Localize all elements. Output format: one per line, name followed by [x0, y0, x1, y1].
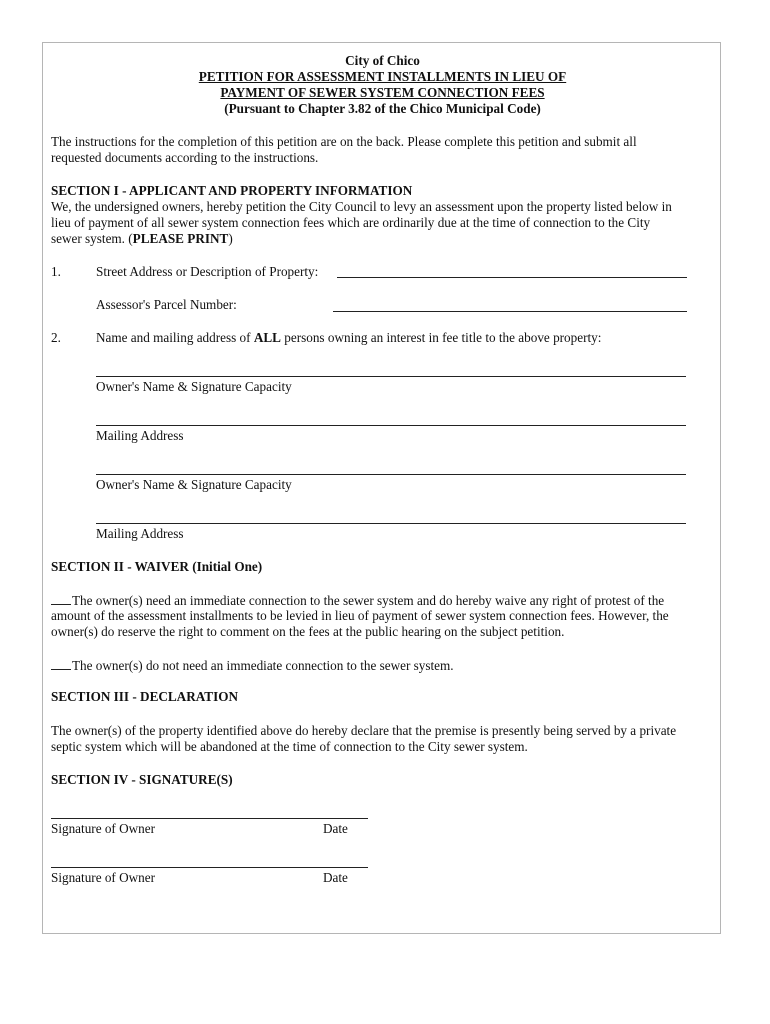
owners-all-text: ALL [253, 330, 281, 345]
owner-2-address-field[interactable] [96, 523, 686, 524]
waiver-option-1-line-2: amount of the assessment installments to be levied in lieu of payment of sewer system connection fees. However, the [51, 608, 669, 623]
signature-2-field[interactable] [51, 867, 368, 868]
parcel-number-label: Assessor's Parcel Number: [96, 297, 237, 312]
intro-line-1: The instructions for the completion of this petition are on the back. Please complete this petition and submit all [51, 134, 637, 149]
owners-instruction [96, 330, 601, 346]
section-1-para-line-2: lieu of payment of all sewer system connection fees which are ordinarily due at the time of connection to the City [51, 215, 651, 230]
signature-2-label: Signature of Owner [51, 870, 156, 885]
signature-1-field[interactable] [51, 818, 368, 819]
section-1-para-line-3 [51, 231, 233, 247]
signature-1-label: Signature of Owner [51, 821, 156, 836]
owner-2-address-label: Mailing Address [96, 526, 184, 541]
city-name: City of Chico [345, 53, 420, 68]
owner-1-name-field[interactable] [96, 376, 686, 377]
title-line-1: PETITION FOR ASSESSMENT INSTALLMENTS IN LIEU OF [198, 69, 567, 84]
waiver-option-2-initial-field[interactable] [51, 657, 71, 670]
owner-2-name-label: Owner's Name & Signature Capacity [96, 477, 292, 492]
item-1-number: 1. [51, 264, 61, 279]
title-line-2: PAYMENT OF SEWER SYSTEM CONNECTION FEES [220, 85, 545, 100]
section-4-heading: SECTION IV - SIGNATURE(S) [51, 772, 233, 787]
owners-prefix: Name and mailing address of [96, 330, 254, 345]
street-address-label: Street Address or Description of Property: [96, 264, 319, 279]
owners-suffix: persons owning an interest in fee title to the above property: [280, 330, 602, 345]
waiver-option-2 [51, 657, 454, 674]
para-line-3-prefix: sewer system. ( [51, 231, 133, 246]
date-1-label: Date [323, 821, 348, 836]
waiver-option-1-line-3: owner(s) do reserve the right to comment on the fees at the public hearing on the subject petition. [51, 624, 565, 639]
declaration-line-1: The owner(s) of the property identified above do hereby declare that the premise is presently being served by a private [51, 723, 677, 738]
owner-1-address-field[interactable] [96, 425, 686, 426]
date-2-label: Date [323, 870, 348, 885]
declaration-line-2: septic system which will be abandoned at the time of connection to the City sewer system. [51, 739, 528, 754]
section-2-heading: SECTION II - WAIVER (Initial One) [51, 559, 263, 574]
waiver-option-2-text: The owner(s) do not need an immediate connection to the sewer system. [72, 658, 454, 673]
please-print-text: PLEASE PRINT [132, 231, 229, 246]
owner-1-address-label: Mailing Address [96, 428, 184, 443]
parcel-number-field[interactable] [333, 311, 687, 312]
waiver-option-1-line-1 [51, 592, 664, 609]
section-3-heading: SECTION III - DECLARATION [51, 689, 238, 704]
waiver-option-1-initial-field[interactable] [51, 592, 71, 605]
owner-1-name-label: Owner's Name & Signature Capacity [96, 379, 292, 394]
owner-2-name-field[interactable] [96, 474, 686, 475]
waiver-option-1-text: The owner(s) need an immediate connection to the sewer system and do hereby waive any right of protest of the [72, 593, 665, 608]
section-1-heading: SECTION I - APPLICANT AND PROPERTY INFORMATION [51, 183, 413, 198]
section-1-para-line-1: We, the undersigned owners, hereby petition the City Council to levy an assessment upon the property listed below in [51, 199, 672, 214]
petition-page [42, 42, 721, 934]
para-line-3-suffix: ) [228, 231, 233, 246]
item-2-number: 2. [51, 330, 61, 345]
subtitle: (Pursuant to Chapter 3.82 of the Chico Municipal Code) [224, 101, 541, 116]
intro-line-2: requested documents according to the instructions. [51, 150, 319, 165]
street-address-field[interactable] [337, 277, 687, 278]
